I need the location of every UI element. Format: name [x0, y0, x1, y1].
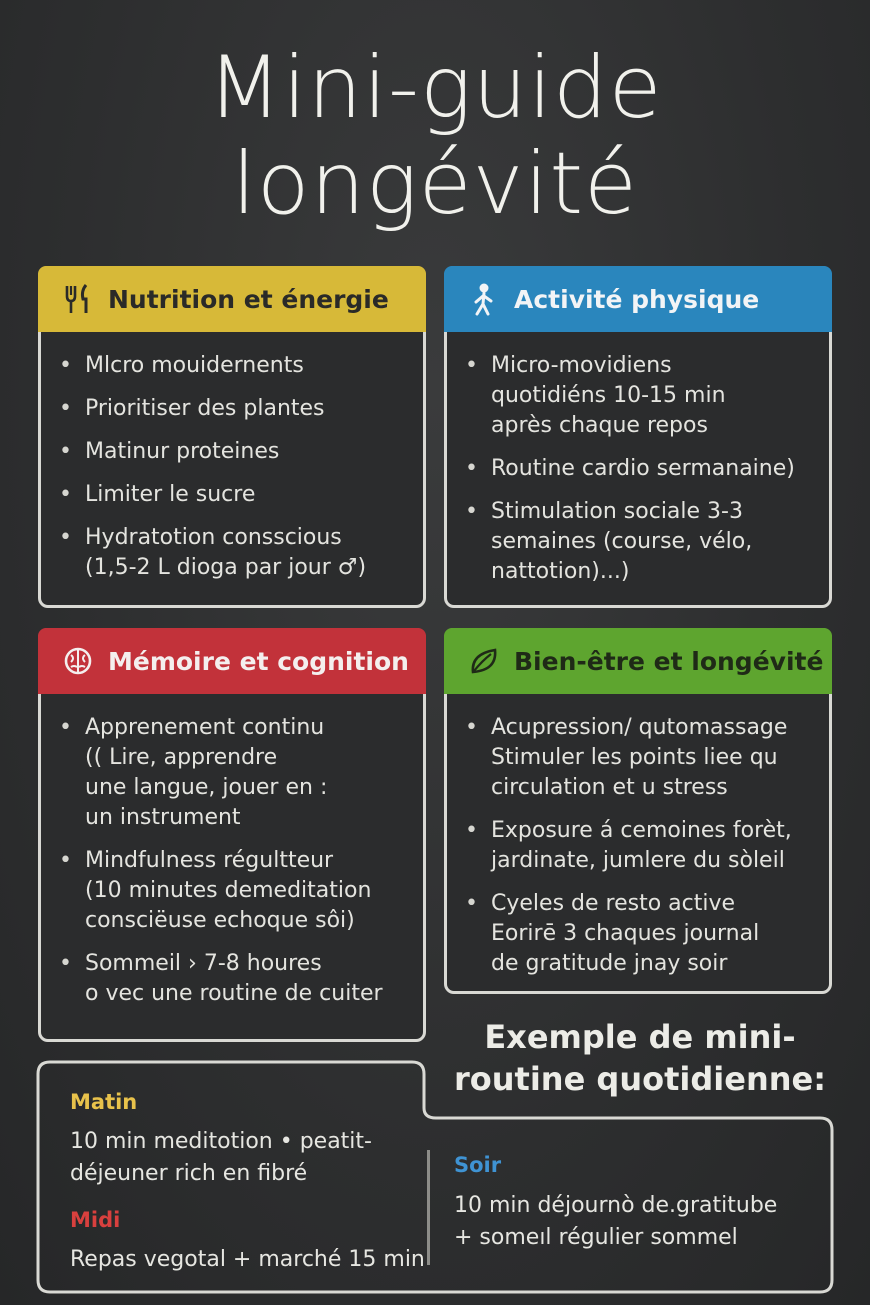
list-item-line: • Cyeles de resto active [491, 891, 736, 916]
list-item-line: • Stimulation sociale 3-3 [491, 499, 743, 524]
list-item-line: • Routine cardio sermanaine) [491, 456, 795, 481]
list-item-line: • Acupression/ qutomassage [491, 715, 788, 740]
list-item-line: • Sommeil › 7-8 houres [85, 951, 322, 976]
list-item-line: quotidiéns 10-15 min [491, 383, 726, 408]
list-item-line: • Exposure á cemoines forèt, [491, 818, 792, 843]
list-item [59, 480, 411, 510]
list-item-line: o vec une routine de cuiter [85, 981, 383, 1006]
routine-matin-label: Matin [70, 1090, 138, 1114]
list-item [59, 394, 411, 424]
routine-soir-line: 10 min déjournò de.gratitube [454, 1193, 778, 1218]
title-line-2: longévité [232, 134, 638, 234]
list-item-line: nattotion)...) [491, 559, 630, 584]
card-bienetre-list [465, 713, 817, 992]
routine-soir-label: Soir [454, 1153, 502, 1177]
card-nutrition-list [59, 351, 411, 596]
routine-title [440, 1016, 840, 1100]
list-item [465, 713, 817, 803]
fork-knife-icon [60, 281, 96, 317]
list-item [465, 816, 817, 876]
list-item-line: Eorirē 3 chaques journal [491, 921, 760, 946]
list-item-line: (1,5-2 L dioga par jour ♂) [85, 555, 367, 580]
routine-soir-line: + someıl régulier sommel [454, 1225, 738, 1250]
list-item [465, 454, 817, 484]
card-bienetre [444, 628, 832, 994]
list-item-line: Stimuler les points liee qu [491, 745, 778, 770]
leaf-icon [466, 643, 502, 679]
list-item-line: un instrument [85, 805, 241, 830]
card-memoire-header [38, 628, 426, 694]
card-bienetre-header [444, 628, 832, 694]
list-item-line: • Micro-movidiens [491, 353, 672, 378]
list-item [59, 437, 411, 467]
list-item [59, 523, 411, 583]
card-activite [444, 266, 832, 608]
title-line-1: Mini-guide [207, 38, 663, 138]
list-item-line: • Mindfulness régultteur [85, 848, 334, 873]
page-title [0, 40, 870, 232]
list-item-line: de gratitude jnay soir [491, 951, 728, 976]
person-walking-icon [466, 281, 502, 317]
card-nutrition-title: Nutrition et énergie [108, 284, 389, 314]
card-activite-list [465, 351, 817, 600]
card-memoire-list [59, 713, 411, 1022]
list-item-line: • Apprenement continu [85, 715, 325, 740]
routine-midi-line: Repas vegotal + marché 15 min [70, 1247, 425, 1272]
routine-midi-label: Midi [70, 1208, 121, 1232]
card-nutrition-header [38, 266, 426, 332]
card-bienetre-title: Bien-être et longévité [514, 646, 824, 676]
list-item-line: une langue, jouer en : [85, 775, 328, 800]
list-item [59, 351, 411, 381]
routine-title-line-2: routine quotidienne: [453, 1060, 826, 1098]
card-activite-title: Activité physique [514, 284, 760, 314]
list-item-line: jardinate, jumlere du sòleil [491, 848, 785, 873]
list-item-line: (10 minutes demeditation [85, 878, 372, 903]
routine-title-line-1: Exemple de mini- [484, 1018, 796, 1056]
card-nutrition [38, 266, 426, 608]
card-memoire-title: Mémoire et cognition [108, 646, 409, 676]
list-item [465, 497, 817, 587]
routine-divider [427, 1150, 430, 1265]
card-activite-header [444, 266, 832, 332]
list-item-line: • Mlcro mouidernents [85, 353, 304, 378]
routine-matin-line: déjeuner rich en fibré [70, 1161, 308, 1186]
list-item [465, 889, 817, 979]
list-item-line: (( Lire, apprendre [85, 745, 278, 770]
routine-matin-text [70, 1126, 372, 1190]
list-item [465, 351, 817, 441]
list-item [59, 846, 411, 936]
routine-matin-line: 10 min meditotion • peatit- [70, 1129, 372, 1154]
list-item-line: consciëuse echoque sôi) [85, 908, 355, 933]
card-memoire [38, 628, 426, 1042]
list-item [59, 949, 411, 1009]
brain-icon [60, 643, 96, 679]
list-item-line: circulation et u stress [491, 775, 728, 800]
routine-midi-text [70, 1244, 425, 1276]
list-item-line: semaines (course, vélo, [491, 529, 753, 554]
list-item-line: • Limiter le sucre [85, 482, 256, 507]
list-item-line: • Prioritiser des plantes [85, 396, 325, 421]
list-item-line: • Matinur proteines [85, 439, 280, 464]
list-item [59, 713, 411, 833]
list-item-line: • Hydratotion consscious [85, 525, 342, 550]
list-item-line: après chaque repos [491, 413, 708, 438]
routine-soir-text [454, 1190, 777, 1254]
